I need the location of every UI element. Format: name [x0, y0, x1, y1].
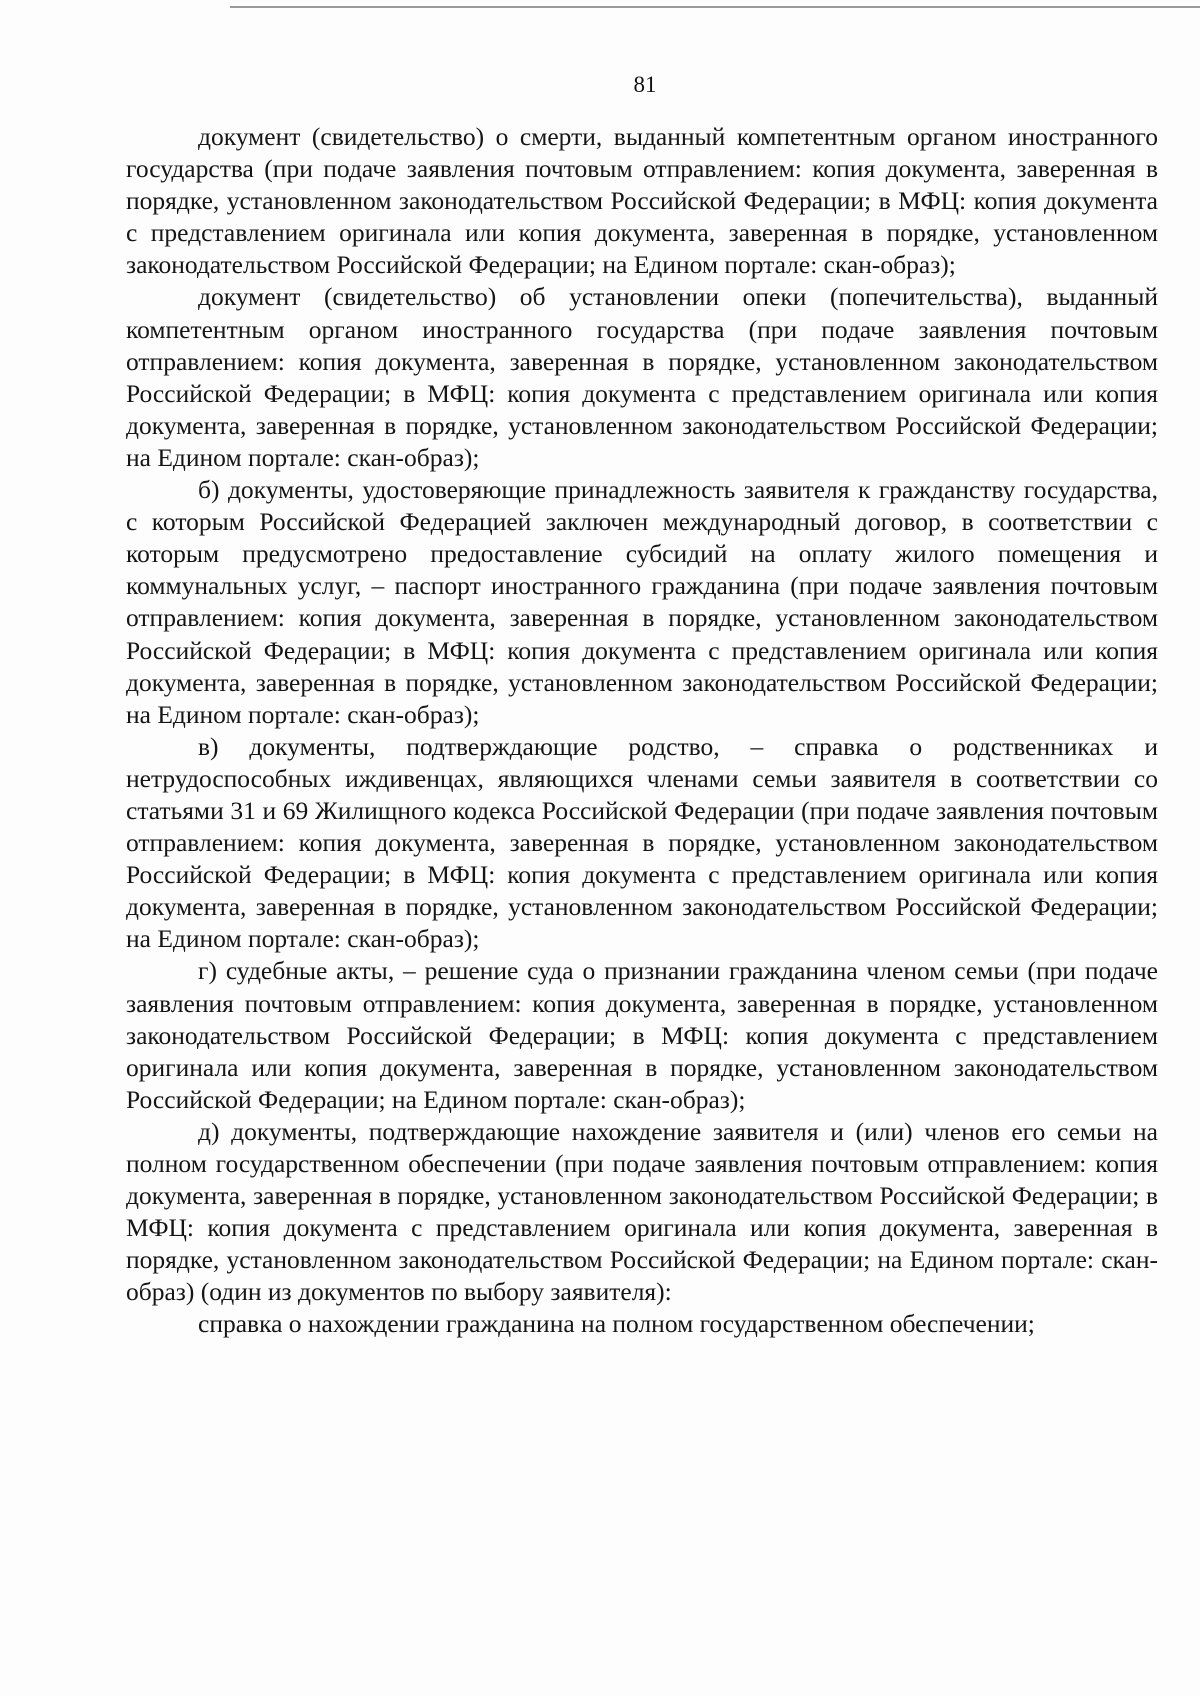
paragraph-court-acts: г) судебные акты, – решение суда о признании гражданина членом семьи (при подаче заявления почтовым отправлением: копия документа, заверенная в порядке, установленном законодательством Российской Федерации; в МФЦ: копия документа с представлением оригинала или копия документа, заверенная в порядке, установленном законодательством Российской Федерации; на Едином портале: скан-образ);	[126, 956, 1158, 1114]
paragraph-state-support-certificate: справка о нахождении гражданина на полном государственном обеспечении;	[198, 1309, 1035, 1339]
paragraph-kinship-documents: в) документы, подтверждающие родство, – справка о родственниках и нетрудоспособных иждивенцах, являющихся членами семьи заявителя в соответствии со статьями 31 и 69 Жилищного кодекса Российской Федерации (при подаче заявления почтовым отправлением: копия документа, заверенная в порядке, установленном законодательством Российской Федерации; в МФЦ: копия документа с представлением оригинала или копия документа, заверенная в порядке, установленном законодательством Российской Федерации; на Едином портале: скан-образ);	[126, 731, 1158, 954]
document-body	[126, 121, 1158, 1341]
paragraph-state-support-documents: д) документы, подтверждающие нахождение заявителя и (или) членов его семьи на полном государственном обеспечении (при подаче заявления почтовым отправлением: копия документа, заверенная в порядке, установленном законодательством Российской Федерации; в МФЦ: копия документа с представлением оригинала или копия документа, заверенная в порядке, установленном законодательством Российской Федерации; на Едином портале: скан-образ) (один из документов по выбору заявителя):	[126, 1116, 1158, 1307]
page-number: 81	[633, 72, 657, 97]
paragraph-citizenship-documents: б) документы, удостоверяющие принадлежность заявителя к гражданству государства, с которым Российской Федерацией заключен международный договор, в соответствии с которым предусмотрено предоставление субсидий на оплату жилого помещения и коммунальных услуг, – паспорт иностранного гражданина (при подаче заявления почтовым отправлением: копия документа, заверенная в порядке, установленном законодательством Российской Федерации; в МФЦ: копия документа с представлением оригинала или копия документа, заверенная в порядке, установленном законодательством Российской Федерации; на Едином портале: скан-образ);	[126, 475, 1158, 729]
paragraph-guardianship-certificate: документ (свидетельство) об установлении опеки (попечительства), выданный компетентным органом иностранного государства (при подаче заявления почтовым отправлением: копия документа, заверенная в порядке, установленном законодательством Российской Федерации; в МФЦ: копия документа с представлением оригинала или копия документа, заверенная в порядке, установленном законодательством Российской Федерации; на Едином портале: скан-образ);	[126, 282, 1158, 472]
scan-edge-line	[230, 6, 1200, 8]
paragraph-death-certificate: документ (свидетельство) о смерти, выданный компетентным органом иностранного государства (при подаче заявления почтовым отправлением: копия документа, заверенная в порядке, установленном законодательством Российской Федерации; в МФЦ: копия документа с представлением оригинала или копия документа, заверенная в порядке, установленном законодательством Российской Федерации; на Едином портале: скан-образ);	[126, 122, 1158, 280]
